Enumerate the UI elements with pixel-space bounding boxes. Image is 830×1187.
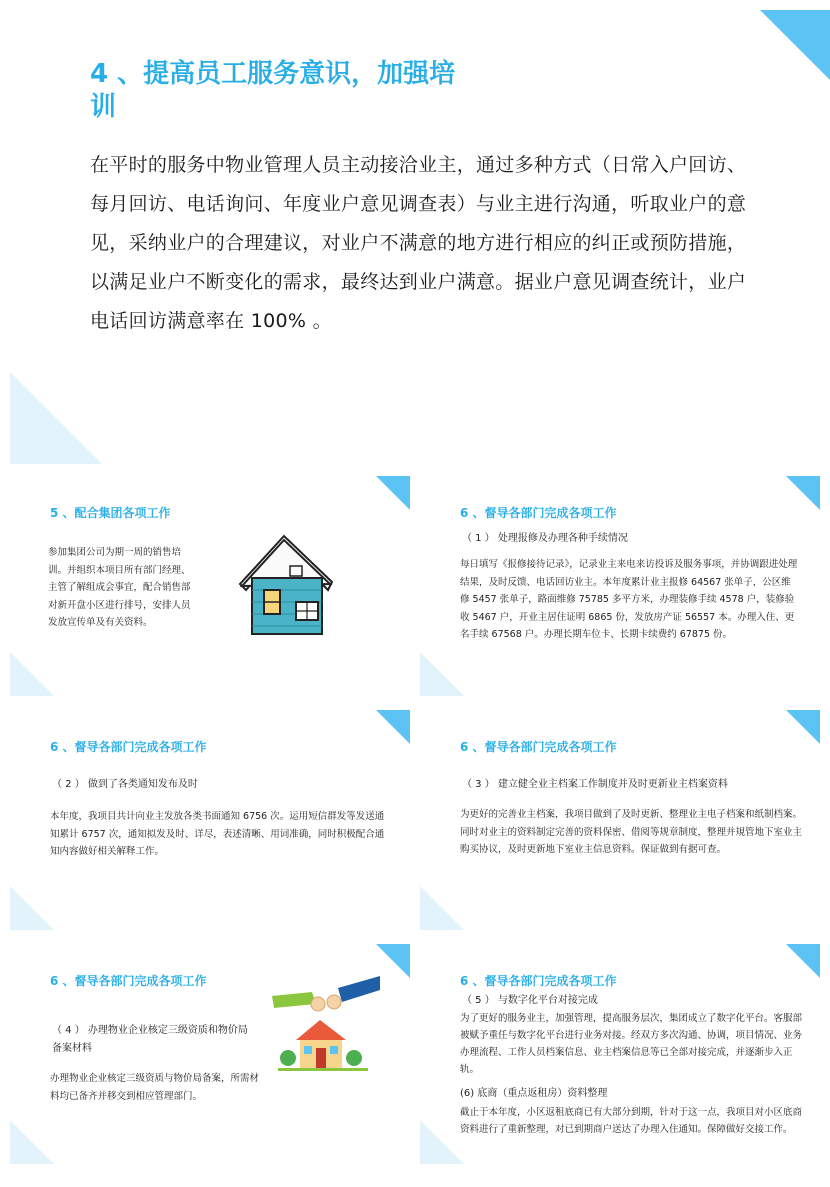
corner-triangle-bottom-left: [10, 652, 54, 696]
slide-subtitle: （ 4 ） 办理物业企业核定三级资质和物价局备案材料: [52, 1025, 248, 1054]
corner-triangle-top-right: [376, 476, 410, 510]
slide-body: 为更好的完善业主档案，我项目做到了及时更新、整理业主电子档案和纸制档案。同时对业主的资料制定完善的资料保密、借阅等规章制度，整理并規管地下室业主购买协议，及时更新地下室业主信息资料。保证做到有据可查。: [460, 809, 803, 855]
slide-body: 办理物业企业核定三级资质与物价局备案，所需材料均已备齐并移交到相应管理部门。: [50, 1073, 260, 1102]
slide-body: 参加集团公司为期一周的销售培训。并组织本项目所有部门经理、主管了解组成会事宜，配合销售部对新开盘小区进行排号，安排人员发放宣传单及有关资料。: [48, 547, 191, 628]
slide-body: 为了更好的服务业主，加强管理，提高服务层次，集团成立了数字化平台。客服部被赋予重任与数字化平台进行业务对接。经双方多次沟通、协调，项目情况、业务办理流程、工作人员档案信息、业主档案信息等已全部对接完成，并逐渐步入正轨。: [460, 1013, 803, 1075]
corner-triangle-top-right: [760, 10, 830, 80]
corner-triangle-bottom-left: [420, 652, 464, 696]
corner-triangle-bottom-left: [10, 886, 54, 930]
slide-subtitle: （ 3 ） 建立健全业主档案工作制度并及时更新业主档案资料: [462, 779, 728, 790]
slide-title: 6 、督导各部门完成各项工作: [460, 974, 617, 988]
corner-triangle-top-right: [786, 476, 820, 510]
corner-triangle-top-right: [376, 944, 410, 978]
slide-6-part4: [10, 944, 410, 1164]
slide-body: 每日填写《报修接待记录》，记录业主来电来访投诉及服务事项，并协调跟进处理结果，及时反馈、电话回访业主。本年度累计业主报修 64567 张单子，公区维修 5457 张单子，路面维修 75785 多平方米，办理装修手续 4578 户，装修验收 5467 户，开业主居住证明 6865 份，发放房产证 56557 本。办理入住、更名手续 67568 户。办理长期车位卡、长期卡续费约 67875 份。: [460, 559, 798, 640]
slide-subtitle-2: (6) 底商（重点返租房）资料整理: [460, 1088, 608, 1099]
slide-subtitle: （ 5 ） 与数字化平台对接完成: [462, 995, 598, 1006]
page-title: 4 、提高员工服务意识，加强培训: [90, 59, 456, 122]
page-body-text: 在平时的服务中物业管理人员主动接洽业主，通过多种方式（日常入户回访、每月回访、电话询问、年度业户意见调查表）与业主进行沟通，听取业户的意见，采纳业户的合理建议，对业户不满意的地方进行相应的纠正或预防措施，以满足业户不断变化的需求，最终达到业户满意。据业户意见调查统计，业户电话回访满意率在 100% 。: [90, 154, 747, 332]
slide-title: 6 、督导各部门完成各项工作: [460, 506, 617, 520]
corner-triangle-bottom-left: [10, 372, 102, 464]
house-illustration: [232, 530, 342, 640]
corner-triangle-top-right: [786, 710, 820, 744]
slide-body-2: 截止于本年度，小区返租底商已有大部分到期，针对于这一点，我项目对小区底商资料进行了重新整理，对已到期商户送达了办理入住通知。保障做好交接工作。: [460, 1107, 803, 1135]
slide-5-cooperate: [10, 476, 410, 696]
slide-6-part1: [420, 476, 820, 696]
slide-title: 6 、督导各部门完成各项工作: [50, 974, 207, 988]
corner-triangle-bottom-left: [420, 886, 464, 930]
slide-title: 6 、督导各部门完成各项工作: [460, 740, 617, 754]
slide-body: 本年度，我项目共计向业主发放各类书面通知 6756 次。运用短信群发等发送通知累计 6757 次，通知拟发及时、详尽，表述清晰、用词准确，同时积极配合通知内容做好相关解释工作。: [50, 811, 385, 857]
slide-title: 6 、督导各部门完成各项工作: [50, 740, 207, 754]
main-section: [0, 0, 830, 466]
slide-6-part2: [10, 710, 410, 930]
slide-subtitle: （ 1 ） 处理报修及办理各种手续情况: [462, 533, 628, 544]
slide-6-part5: [420, 944, 820, 1164]
slide-subtitle: （ 2 ） 做到了各类通知发布及时: [52, 779, 198, 790]
handshake-house-illustration: [272, 974, 382, 1074]
corner-triangle-top-right: [376, 710, 410, 744]
corner-triangle-bottom-left: [10, 1120, 54, 1164]
corner-triangle-top-right: [786, 944, 820, 978]
slide-title: 5 、配合集团各项工作: [50, 506, 171, 520]
corner-triangle-bottom-left: [420, 1120, 464, 1164]
slide-6-part3: [420, 710, 820, 930]
